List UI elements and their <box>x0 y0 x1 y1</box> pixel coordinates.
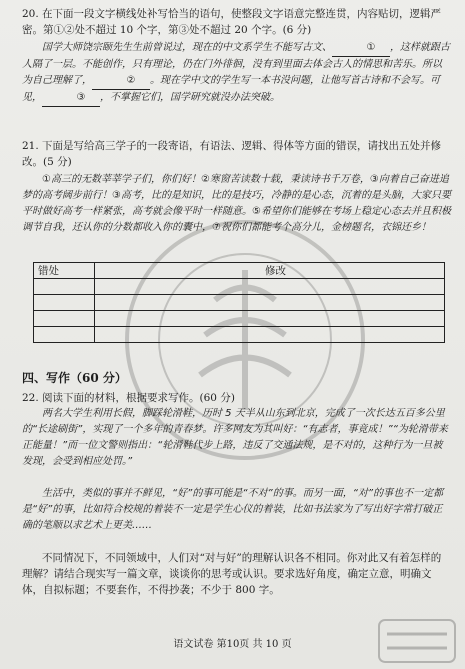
table-row <box>34 295 445 311</box>
site-watermark-logo <box>377 618 457 664</box>
correction-table <box>33 262 445 343</box>
q21-stem: 21. 下面是写给高三学子的一段寄语，有语法、逻辑、得体等方面的错误，请找出五处并修改。(5 分) <box>22 140 442 168</box>
answer-cell[interactable] <box>34 327 95 343</box>
col-header-error: 错处 <box>34 263 95 279</box>
answer-cell[interactable] <box>95 279 445 295</box>
answer-cell[interactable] <box>95 327 445 343</box>
q22-material-2: 生活中，类似的事并不鲜见，“好”的事可能是“不对”的事。而另一面，“对”的事也不一定都是“好”的事，比如符合校规的着装不一定是学生心仪的着装，比如书法家为了写出好字常打破正确的笔顺以求艺术上更美…… <box>22 488 444 531</box>
q22-stem: 22. 阅读下面的材料，根据要求写作。(60 分) <box>22 392 235 404</box>
q20-blank-2[interactable]: ② <box>92 73 150 90</box>
section-title: 四、写作（60 分） <box>22 371 127 385</box>
table-row <box>34 279 445 295</box>
answer-cell[interactable] <box>34 295 95 311</box>
answer-cell[interactable] <box>34 279 95 295</box>
col-header-fix: 修改 <box>95 263 445 279</box>
table-row <box>34 311 445 327</box>
q20-text-3: 。现在学中文的学生写一本书没问题，让他写首古诗和不会写。可见， <box>22 75 440 103</box>
q20-blank-1[interactable]: ① <box>332 40 390 57</box>
answer-cell[interactable] <box>95 311 445 327</box>
table-row <box>34 327 445 343</box>
q20-stem: 20. 在下面一段文字横线处补写恰当的语句，使整段文字语意完整连贯，内容贴切，逻辑严密。第①②处不超过 10 个字，第③处不超过 20 个字。(6 分) <box>22 8 442 36</box>
q20-passage <box>22 40 451 107</box>
answer-cell[interactable] <box>95 295 445 311</box>
q22-material-1: 两名大学生利用长假，脚踩轮滑鞋，历时 5 天半从山东到北京，完成了一次长达五百多公里的“长途刷街”，实现了一个多年的青春梦。许多网友为其叫好：“有志者，事竟成！”“为轮滑带来正能量！”而一位文警则指出：“轮滑鞋代步上路，违反了交通法规，是不对的，这种行为一旦被发现，会受到相应处罚。” <box>22 408 448 467</box>
q20-text-1: 国学大师饶宗颐先生生前曾说过，现在的中文系学生不能写古文、 <box>42 42 332 53</box>
q21-passage: ①高三的无数莘莘学子们，你们好！②寒窗苦读数十载，秉读诗书千万卷，③向着自己奋进追梦的高考阔步前行！③高考，比的是知识，比的是技巧，冷静的是心态，沉着的是头脑，大家只要平时做好高考一样紧张，高考就会像平时一样随意。⑤希望你们能够在考场上稳定心态去并且积极调节自我，还认你的分数都收入你的囊中，⑦祝你们都能考个高分儿，金榜题名，衣锦还乡！ <box>22 174 451 233</box>
answer-cell[interactable] <box>34 311 95 327</box>
page-footer: 语文试卷 第10页 共 10 页 <box>173 639 292 650</box>
q20-text-4: ，不掌握它们，国学研究就没办法突破。 <box>100 92 280 103</box>
q20-text-2: ，这样就跟古人隔了一层。不能创作，只有理论，仍在门外徘徊，没有到里面去体会古人的情思和苦乐。所以为自己理解了， <box>22 42 450 86</box>
q20-blank-3[interactable]: ③ <box>42 90 100 107</box>
q22-requirement: 不同情况下，不同领域中，人们对“对与好”的理解认识各不相同。你对此又有着怎样的理解？请结合现实写一篇文章，谈谈你的思考或认识。要求选好角度，确定立意，明确文体，自拟标题；不要套作，不得抄袭；不少于 800 字。 <box>22 552 442 596</box>
table-header-row <box>34 263 445 279</box>
